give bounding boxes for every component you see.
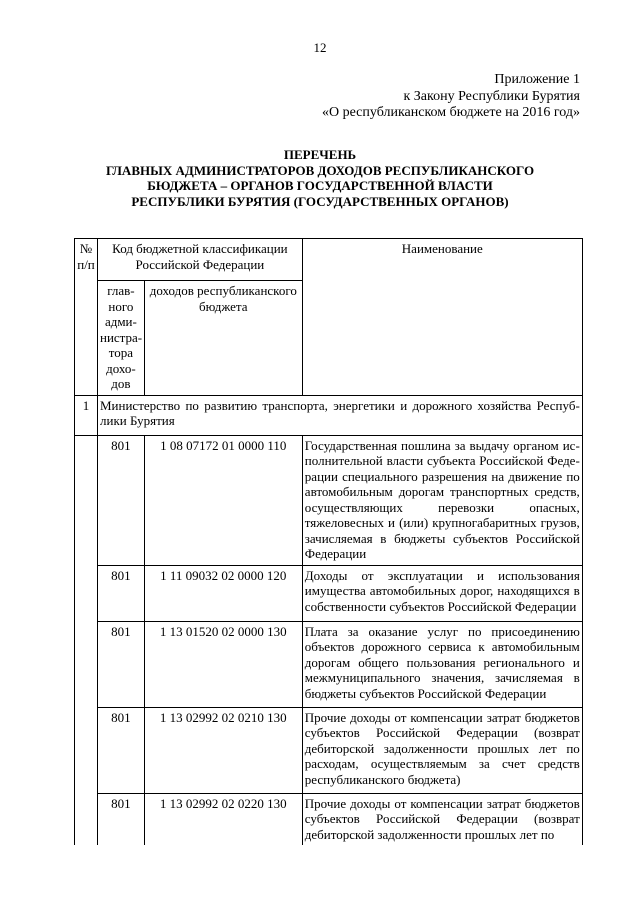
- section-title: Министерство по развитию транспорта, энергетики и дорожного хозяйства Республики Бурятия: [98, 395, 583, 435]
- row-admin-code: 801: [98, 565, 145, 621]
- header-num: № п/п: [75, 239, 98, 396]
- table-row: [75, 621, 583, 707]
- header-revenue: доходов республиканского бюджета: [144, 281, 302, 396]
- row-admin-code: 801: [98, 621, 145, 707]
- row-revenue-code: 1 13 02992 02 0220 130: [144, 793, 302, 845]
- appendix-line-3: «О республиканском бюджете на 2016 год»: [322, 105, 580, 120]
- document-title: [0, 147, 640, 209]
- title-line-1: ПЕРЕЧЕНЬ: [283, 147, 357, 162]
- title-line-4: РЕСПУБЛИКИ БУРЯТИЯ (ГОСУДАРСТВЕННЫХ ОРГАНОВ): [131, 193, 509, 209]
- row-revenue-code: 1 13 02992 02 0210 130: [144, 707, 302, 793]
- row-name: Прочие доходы от компенсации затрат бюджетов субъектов Российской Федерации (возврат дебиторской задолженности прошлых лет по расходам, осуществляемым за счет средств республиканского бюджета): [302, 707, 582, 793]
- row-name: Прочие доходы от компенсации затрат бюджетов субъектов Российской Федерации (возврат дебиторской задолженности прошлых лет по: [302, 793, 582, 845]
- table-row: [75, 435, 583, 565]
- row-name: Государственная пошлина за выдачу органом исполнительной власти субъекта Российской Федерации специального разрешения на движение по автомобильным дорогам транспортных средств, осуществляющих перевозки опасных, тяжеловесных и (или) крупногабаритных грузов, зачисляемая в бюджеты субъектов Российской Федерации: [302, 435, 582, 565]
- row-revenue-code: 1 13 01520 02 0000 130: [144, 621, 302, 707]
- row-num-empty: [75, 435, 98, 845]
- header-name: Наименование: [302, 239, 582, 396]
- row-name: Плата за оказание услуг по присоединению объектов дорожного сервиса к автомобильным дорогам общего пользования регионального и межмуниципального значения, зачисляемая в бюджеты субъектов Российской Федерации: [302, 621, 582, 707]
- row-name: Доходы от эксплуатации и использования имущества автомобильных дорог, находящихся в собственности субъектов Российской Федерации: [302, 565, 582, 621]
- revenue-administrators-table: [74, 238, 583, 845]
- row-admin-code: 801: [98, 707, 145, 793]
- appendix-line-2: к Закону Республики Бурятия: [403, 88, 580, 104]
- header-classification: Код бюджетной классификации Российской Федерации: [98, 239, 303, 281]
- row-revenue-code: 1 11 09032 02 0000 120: [144, 565, 302, 621]
- table-row: [75, 565, 583, 621]
- row-admin-code: 801: [98, 793, 145, 845]
- header-admin: главного администратора доходов: [98, 281, 145, 396]
- appendix-line-1: Приложение 1: [494, 72, 580, 87]
- page-number: 12: [313, 40, 327, 55]
- table-header-row: [75, 239, 583, 281]
- section-num: 1: [75, 395, 98, 435]
- row-revenue-code: 1 08 07172 01 0000 110: [144, 435, 302, 565]
- appendix-heading: [322, 72, 580, 122]
- table-row: [75, 793, 583, 845]
- table-row: [75, 707, 583, 793]
- title-line-3: БЮДЖЕТА – ОРГАНОВ ГОСУДАРСТВЕННОЙ ВЛАСТИ: [147, 178, 493, 194]
- section-row: [75, 395, 583, 435]
- title-line-2: ГЛАВНЫХ АДМИНИСТРАТОРОВ ДОХОДОВ РЕСПУБЛИКАНСКОГО: [105, 162, 535, 178]
- row-admin-code: 801: [98, 435, 145, 565]
